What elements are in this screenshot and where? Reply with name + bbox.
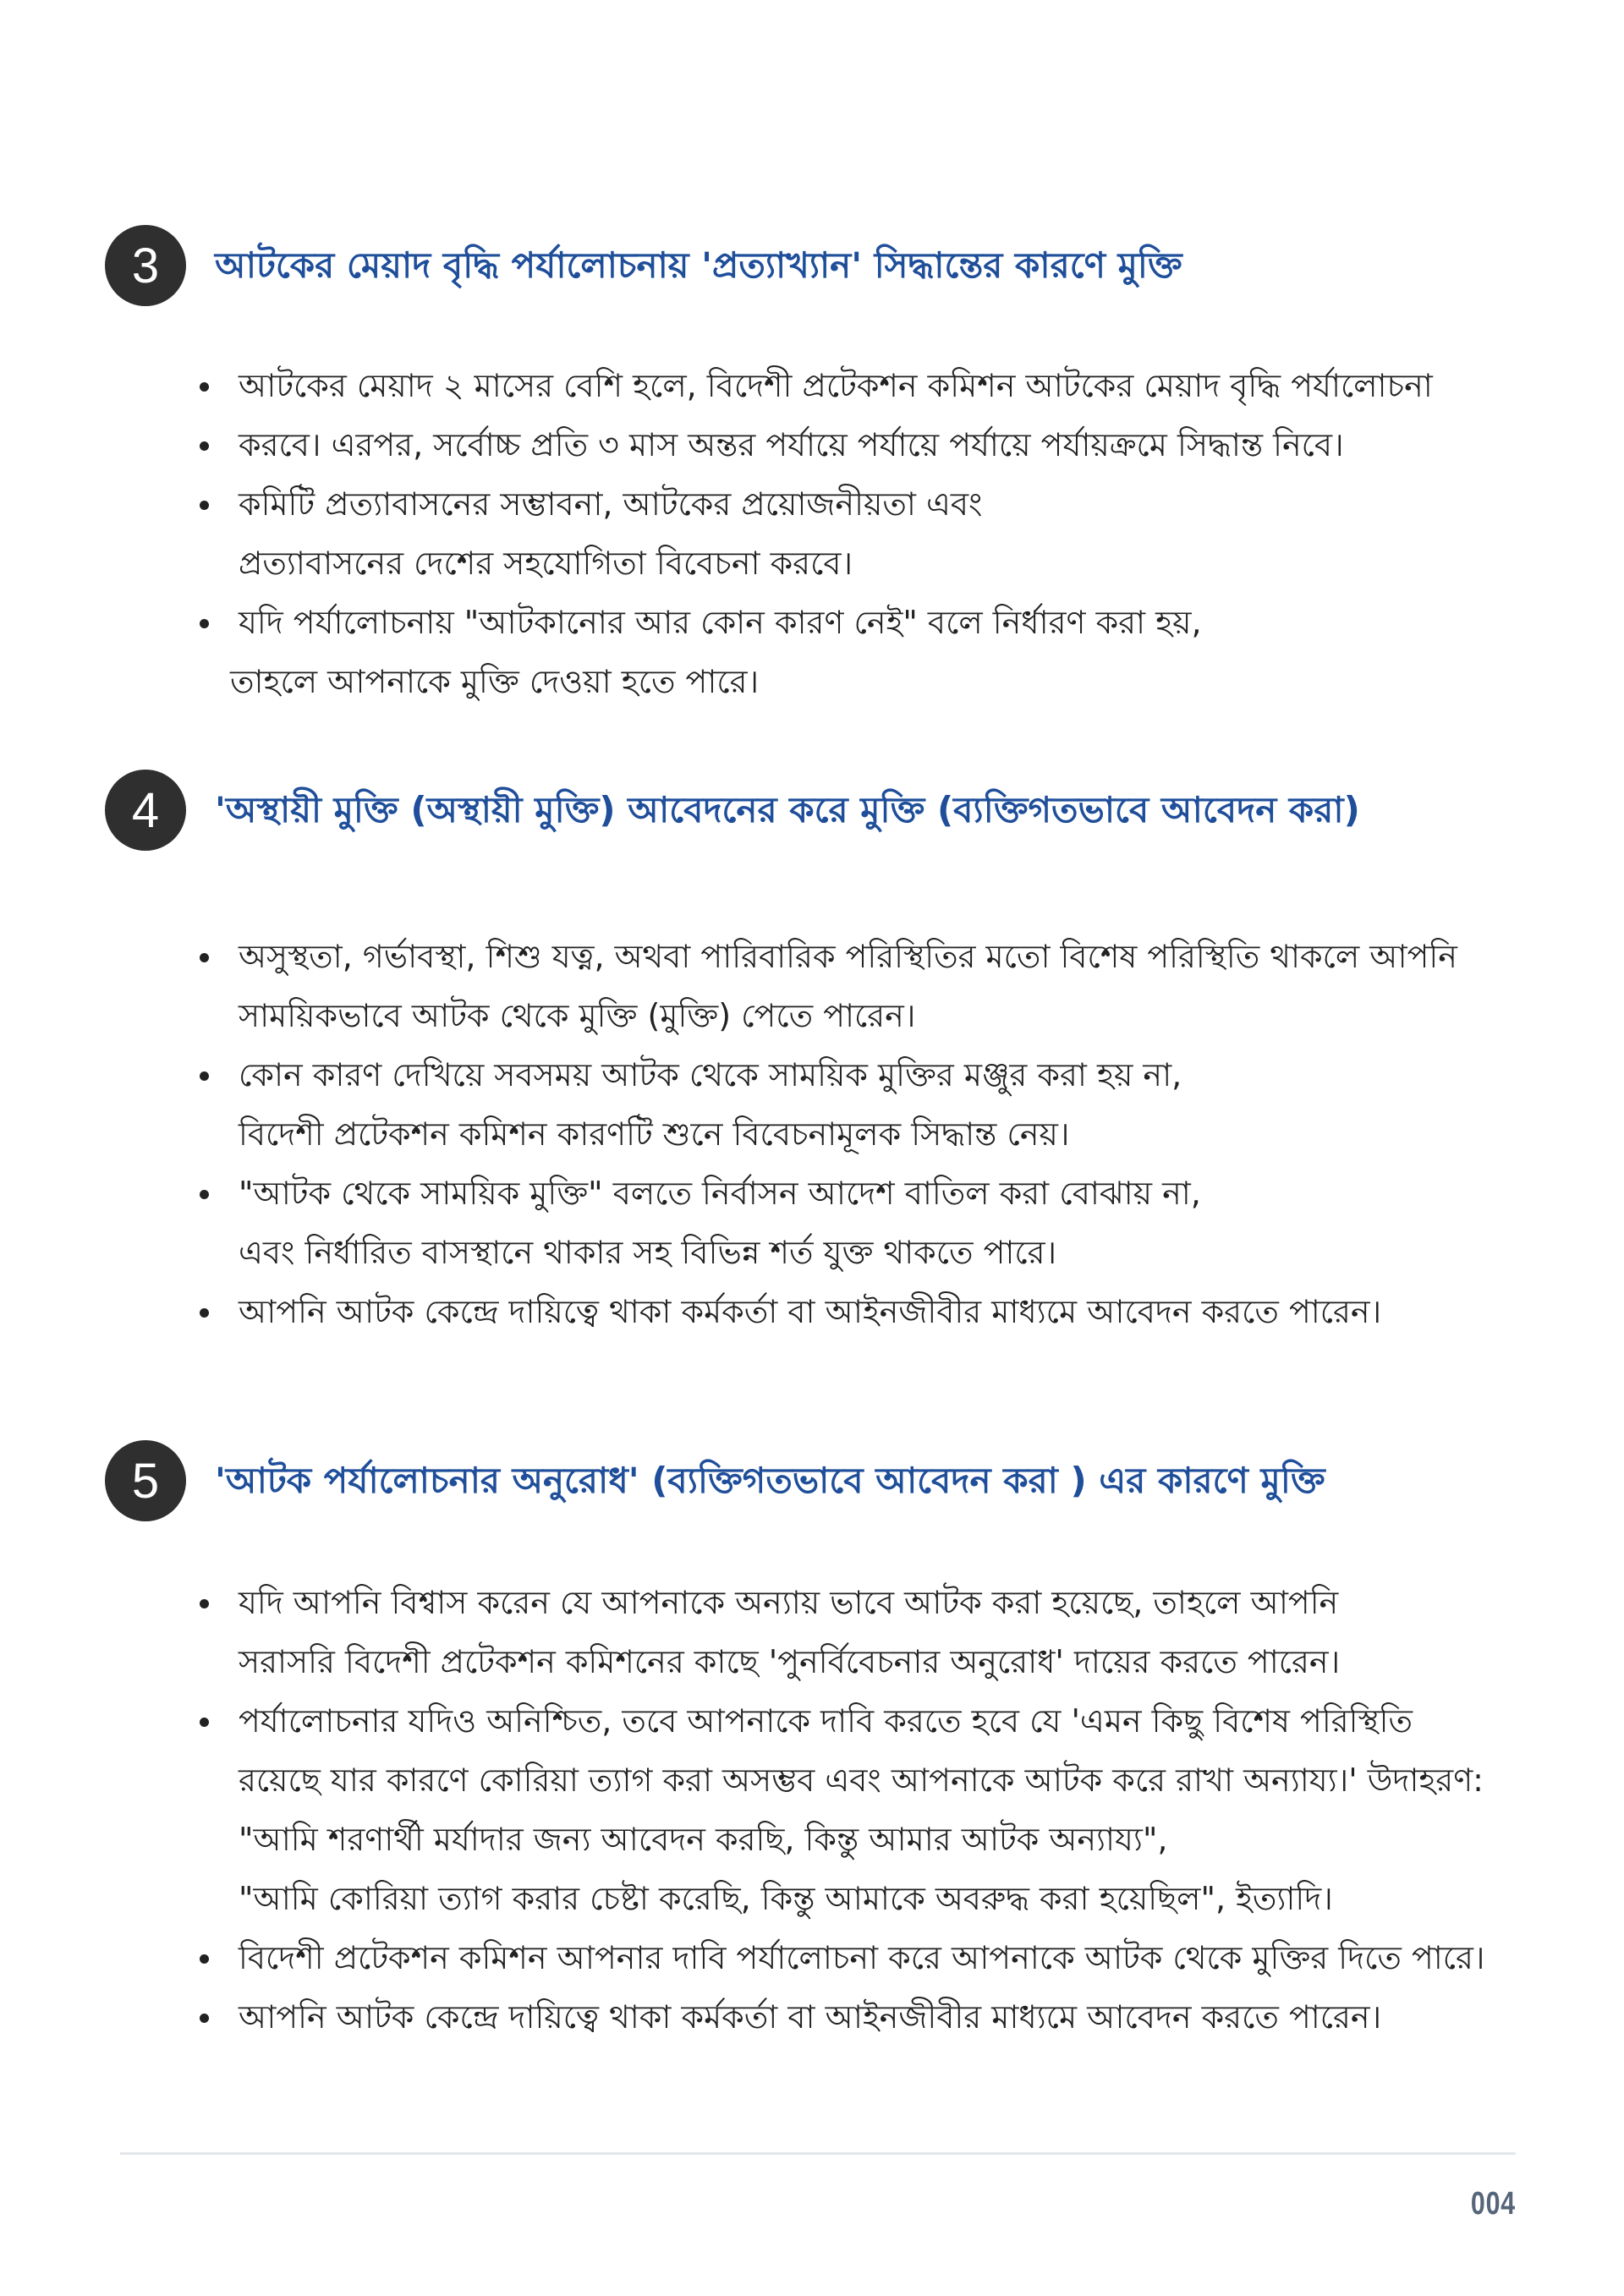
list-item: আপনি আটক কেন্দ্রে দায়িত্বে থাকা কর্মকর্তা বা আইনজীবীর মাধ্যমে আবেদন করতে পারেন। (200, 1282, 1457, 1341)
section-5-number: 5 (105, 1440, 186, 1521)
footer-divider (120, 2152, 1516, 2155)
section-3-list (200, 356, 1433, 711)
list-item (200, 1573, 1485, 1691)
list-item: আপনি আটক কেন্দ্রে দায়িত্বে থাকা কর্মকর্তা বা আইনজীবীর মাধ্যমে আবেদন করতে পারেন। (200, 1987, 1485, 2047)
list-item (200, 474, 1433, 593)
page-number: 004 (1470, 2186, 1516, 2222)
section-3-title: আটকের মেয়াদ বৃদ্ধি পর্যালোচনায় 'প্রত্যাখ্যান' সিদ্ধান্তের কারণে মুক্তি (215, 244, 1182, 286)
list-item (200, 1164, 1457, 1282)
list-item (200, 593, 1433, 711)
section-4-header (105, 770, 1360, 851)
list-item: বিদেশী প্রটেকশন কমিশন আপনার দাবি পর্যালোচনা করে আপনাকে আটক থেকে মুক্তির দিতে পারে। (200, 1928, 1485, 1987)
list-item-continuation: সাময়িকভাবে আটক থেকে মুক্তি (মুক্তি) পেতে পারেন। (239, 997, 916, 1034)
list-item-continuation: প্রত্যাবাসনের দেশের সহযোগিতা বিবেচনা করবে। (239, 545, 853, 582)
list-item: আটকের মেয়াদ ২ মাসের বেশি হলে, বিদেশী প্রটেকশন কমিশন আটকের মেয়াদ বৃদ্ধি পর্যালোচনা (200, 356, 1433, 415)
section-5-list (200, 1573, 1485, 2047)
list-item-text: যদি পর্যালোচনায় "আটকানোর আর কোন কারণ নেই" বলে নির্ধারণ করা হয়, (239, 604, 1202, 641)
list-item (200, 1691, 1485, 1928)
list-item-continuation: এবং নির্ধারিত বাসস্থানে থাকার সহ বিভিন্ন শর্ত যুক্ত থাকতে পারে। (239, 1234, 1057, 1271)
list-item (200, 1045, 1457, 1164)
list-item-continuation: "আমি শরণার্থী মর্যাদার জন্য আবেদন করছি, কিন্তু আমার আটক অন্যায্য", (239, 1821, 1168, 1858)
section-4-title: 'অস্থায়ী মুক্তি (অস্থায়ী মুক্তি) আবেদনের করে মুক্তি (ব্যক্তিগতভাবে আবেদন করা) (215, 789, 1360, 830)
list-item-continuation: সরাসরি বিদেশী প্রটেকশন কমিশনের কাছে 'পুনর্বিবেচনার অনুরোধ' দায়ের করতে পারেন। (239, 1643, 1341, 1680)
section-3-header (105, 225, 1182, 306)
list-item-text: পর্যালোচনার যদিও অনিশ্চিত, তবে আপনাকে দাবি করতে হবে যে 'এমন কিছু বিশেষ পরিস্থিতি (239, 1702, 1413, 1740)
list-item: করবে। এরপর, সর্বোচ্চ প্রতি ৩ মাস অন্তর পর্যায়ে পর্যায়ে পর্যায়ে পর্যায়ক্রমে সিদ্ধান্ত নিবে। (200, 415, 1433, 474)
list-item-text: যদি আপনি বিশ্বাস করেন যে আপনাকে অন্যায় ভাবে আটক করা হয়েছে, তাহলে আপনি (239, 1584, 1339, 1621)
list-item-text: কোন কারণ দেখিয়ে সবসময় আটক থেকে সাময়িক মুক্তির মঞ্জুর করা হয় না, (239, 1056, 1182, 1093)
section-4-list (200, 927, 1457, 1341)
section-4-number: 4 (105, 770, 186, 851)
list-item (200, 927, 1457, 1045)
list-item-continuation: "আমি কোরিয়া ত্যাগ করার চেষ্টা করেছি, কিন্তু আমাকে অবরুদ্ধ করা হয়েছিল", ইত্যাদি। (239, 1880, 1333, 1917)
list-item-text: "আটক থেকে সাময়িক মুক্তি" বলতে নির্বাসন আদেশ বাতিল করা বোঝায় না, (239, 1175, 1201, 1212)
list-item-text: কমিটি প্রত্যাবাসনের সম্ভাবনা, আটকের প্রয়োজনীয়তা এবং (239, 485, 983, 523)
list-item-continuation: বিদেশী প্রটেকশন কমিশন কারণটি শুনে বিবেচনামূলক সিদ্ধান্ত নেয়। (239, 1115, 1070, 1153)
list-item-continuation: তাহলে আপনাকে মুক্তি দেওয়া হতে পারে। (230, 663, 760, 700)
list-item-text: অসুস্থতা, গর্ভাবস্থা, শিশু যত্ন, অথবা পারিবারিক পরিস্থিতির মতো বিশেষ পরিস্থিতি থাকলে আপনি (239, 938, 1457, 975)
section-5-title: 'আটক পর্যালোচনার অনুরোধ' (ব্যক্তিগতভাবে আবেদন করা ) এর কারণে মুক্তি (215, 1460, 1325, 1501)
section-5-header (105, 1440, 1325, 1521)
section-3-number: 3 (105, 225, 186, 306)
list-item-continuation: রয়েছে যার কারণে কোরিয়া ত্যাগ করা অসম্ভব এবং আপনাকে আটক করে রাখা অন্যায্য।' উদাহরণ: (239, 1762, 1484, 1799)
